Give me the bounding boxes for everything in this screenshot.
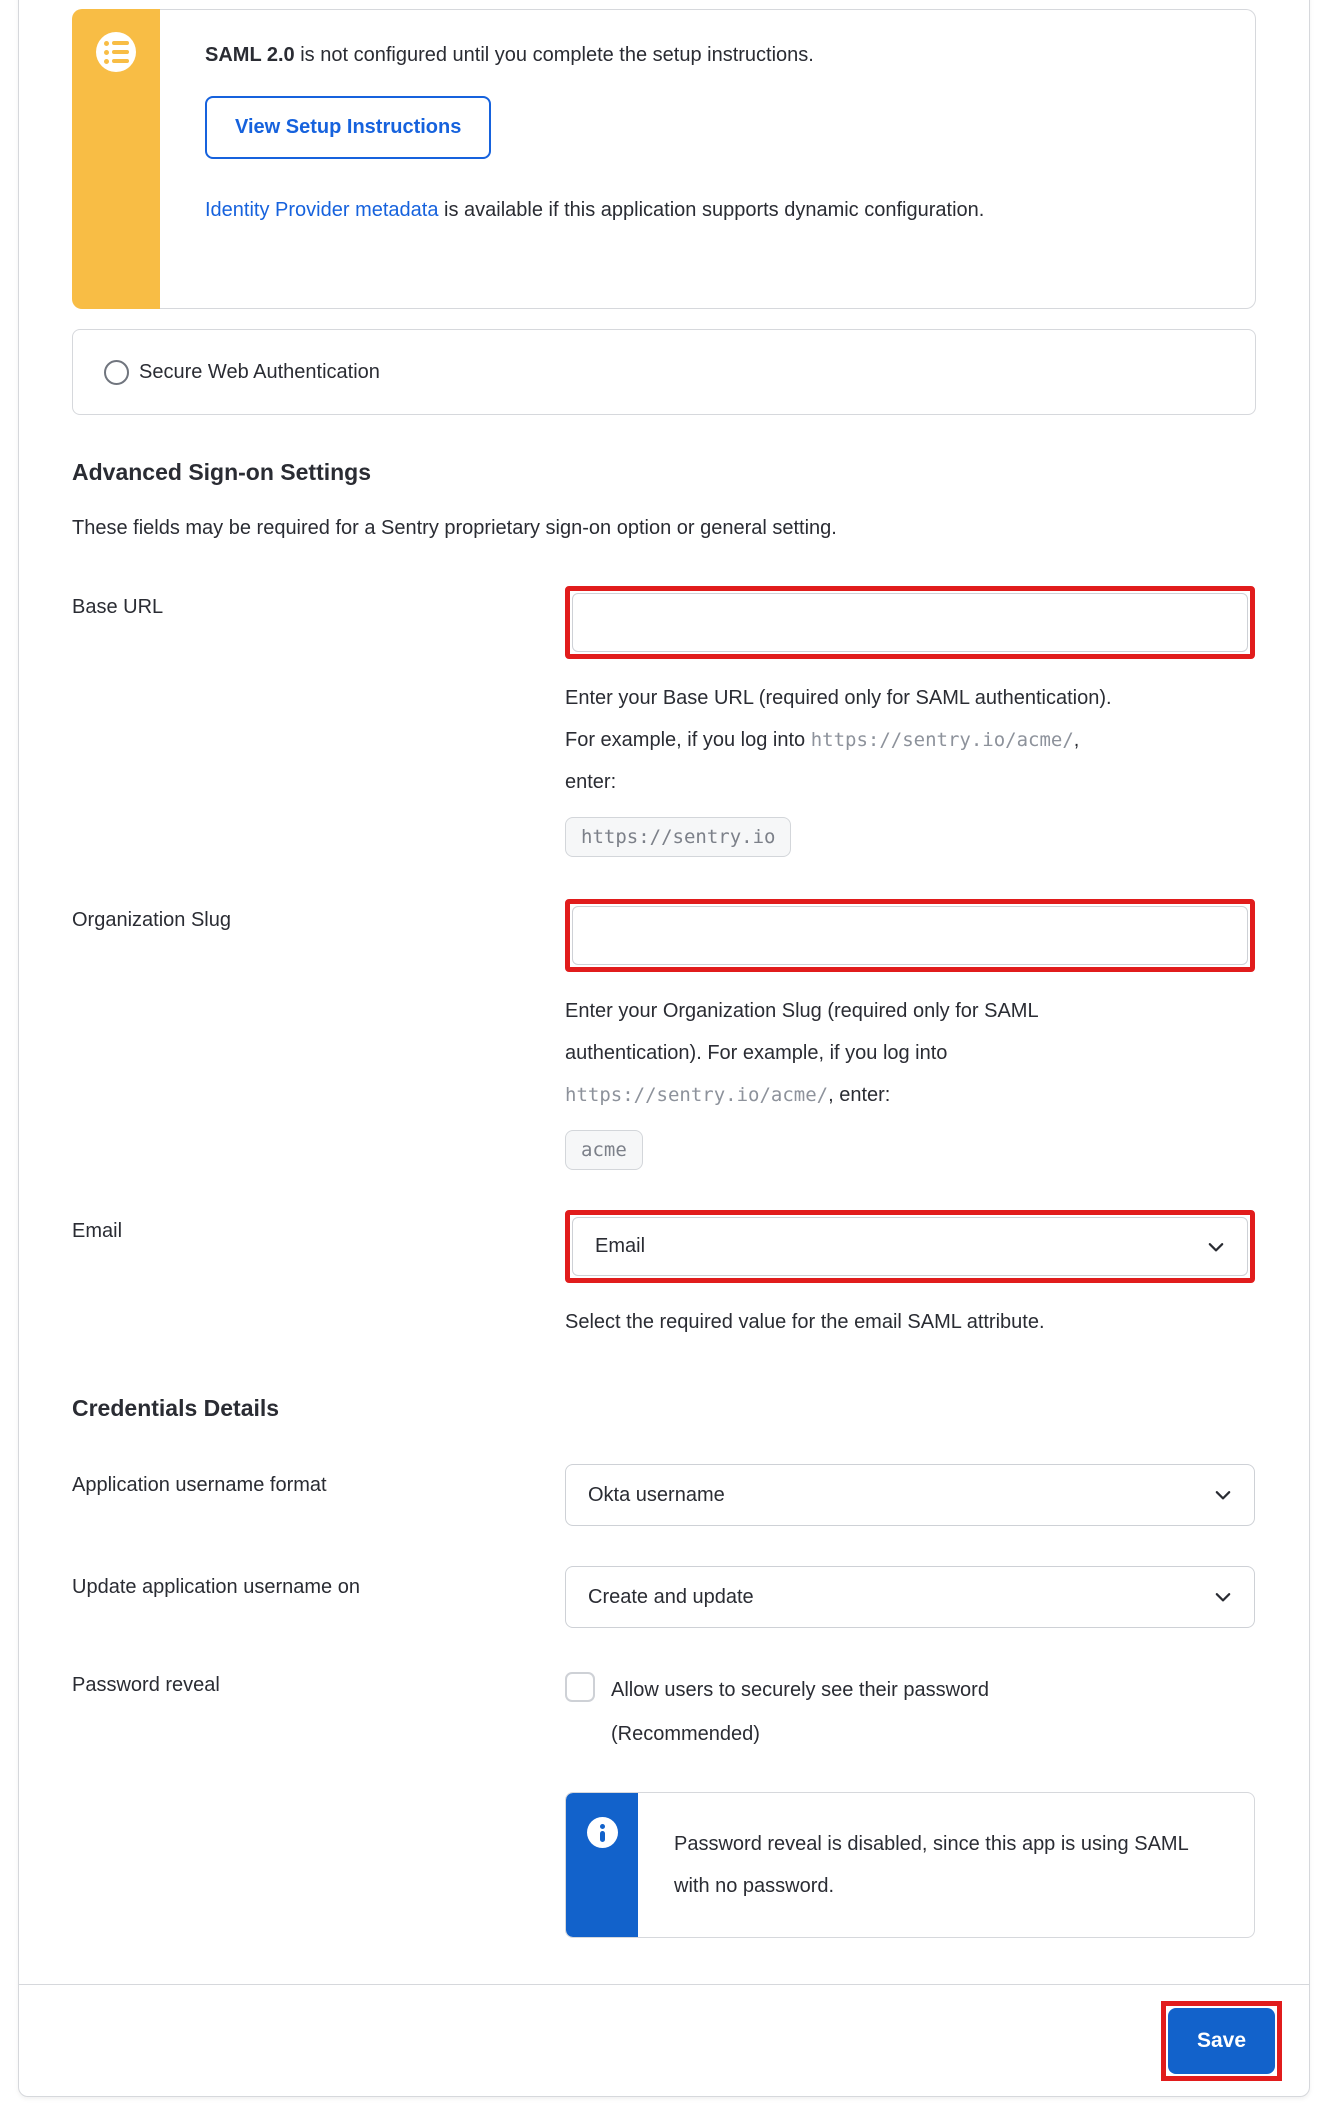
banner-message-rest: is not configured until you complete the setup instructions. [294, 44, 814, 66]
organization-slug-help [565, 990, 1125, 1116]
info-icon [587, 1817, 618, 1848]
save-button-highlight [1161, 2001, 1282, 2081]
update-username-value: Create and update [588, 1585, 754, 1608]
base-url-example-chip: https://sentry.io [565, 817, 791, 857]
swa-radio[interactable] [104, 360, 129, 385]
base-url-help-code: https://sentry.io/acme/ [810, 729, 1074, 751]
username-format-select[interactable] [565, 1464, 1255, 1526]
password-reveal-label: Password reveal [72, 1674, 220, 1696]
swa-radio-label: Secure Web Authentication [139, 360, 380, 383]
password-reveal-row [72, 1664, 1256, 1938]
sign-on-settings-panel [18, 0, 1310, 2097]
info-blue-stripe [566, 1793, 638, 1937]
organization-slug-label: Organization Slug [72, 909, 231, 931]
username-format-label: Application username format [72, 1474, 327, 1496]
banner-yellow-stripe [72, 9, 160, 309]
view-setup-instructions-button[interactable]: View Setup Instructions [205, 96, 491, 159]
organization-slug-row [72, 899, 1256, 1170]
save-button[interactable]: Save [1168, 2008, 1275, 2074]
update-username-select[interactable] [565, 1566, 1255, 1628]
saml-setup-banner [72, 9, 1256, 309]
panel-body [19, 0, 1309, 1984]
email-label: Email [72, 1220, 123, 1242]
update-username-row [72, 1566, 1256, 1628]
base-url-help [565, 677, 1125, 803]
organization-slug-input[interactable] [572, 906, 1248, 965]
base-url-help-text: Enter your Base URL (required only for SAML authentication). For example, if you log into [565, 687, 1112, 751]
email-help: Select the required value for the email SAML attribute. [565, 1311, 1045, 1333]
base-url-highlight [565, 586, 1255, 659]
swa-option-card[interactable] [72, 329, 1256, 415]
metadata-paragraph-rest: is available if this application supports dynamic configuration. [438, 199, 985, 221]
email-highlight [565, 1210, 1255, 1283]
banner-message [205, 40, 1210, 70]
credentials-heading: Credentials Details [72, 1395, 280, 1421]
advanced-signon-description: These fields may be required for a Sentry proprietary sign-on option or general setting. [72, 517, 837, 539]
organization-slug-help-text: Enter your Organization Slug (required only for SAML authentication). For example, if you log into [565, 1000, 1038, 1064]
chevron-down-icon [1214, 1588, 1232, 1606]
password-reveal-checkbox-label: Allow users to securely see their password (Recommended) [611, 1679, 989, 1745]
email-select[interactable] [572, 1217, 1248, 1276]
email-select-value: Email [595, 1235, 646, 1257]
base-url-row [72, 586, 1256, 857]
password-reveal-info-message: Password reveal is disabled, since this app is using SAML with no password. [674, 1833, 1188, 1897]
base-url-help-suffix: , enter: [565, 729, 1080, 793]
chevron-down-icon [1214, 1486, 1232, 1504]
update-username-label: Update application username on [72, 1576, 360, 1598]
chevron-down-icon [1207, 1238, 1225, 1256]
panel-footer [19, 1984, 1309, 2096]
password-reveal-checkbox[interactable] [565, 1672, 595, 1702]
username-format-value: Okta username [588, 1483, 725, 1506]
organization-slug-help-suffix: , enter: [828, 1084, 891, 1106]
banner-message-bold: SAML 2.0 [205, 44, 295, 66]
email-row [72, 1210, 1256, 1343]
advanced-signon-heading: Advanced Sign-on Settings [72, 459, 372, 485]
base-url-input[interactable] [572, 593, 1248, 652]
banner-content [160, 9, 1256, 309]
organization-slug-help-code: https://sentry.io/acme/ [565, 1084, 829, 1106]
base-url-label: Base URL [72, 596, 164, 618]
list-icon [96, 32, 136, 72]
organization-slug-example-chip: acme [565, 1130, 643, 1170]
identity-provider-metadata-link[interactable]: Identity Provider metadata [205, 199, 439, 221]
username-format-row [72, 1464, 1256, 1526]
metadata-paragraph [205, 189, 1025, 231]
organization-slug-highlight [565, 899, 1255, 972]
password-reveal-info-card [565, 1792, 1255, 1938]
